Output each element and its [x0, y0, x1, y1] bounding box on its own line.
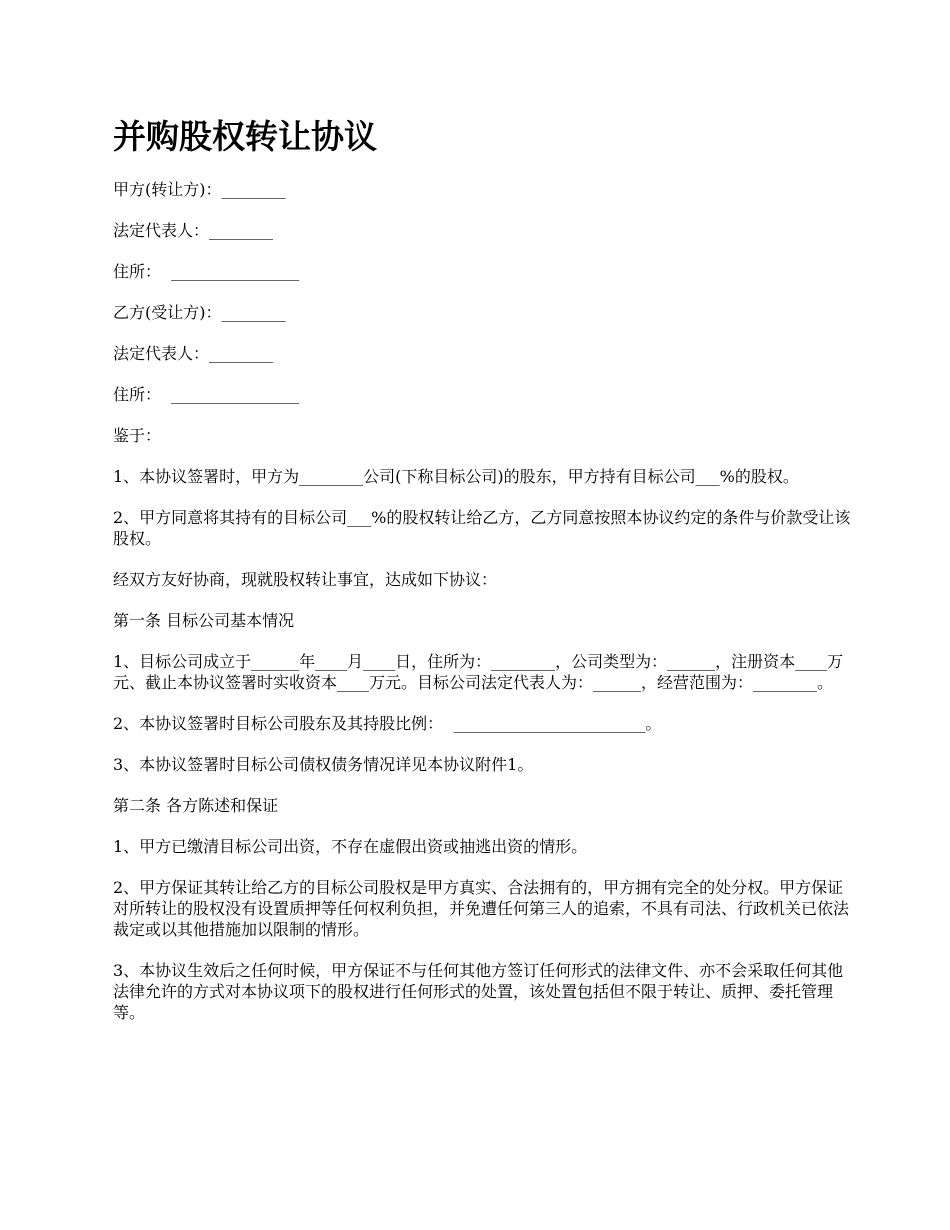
party-a-line: 甲方(转让方)：________ [113, 180, 286, 199]
article-1-clause-3: 3、本协议签署时目标公司债权债务情况详见本协议附件1。 [113, 755, 534, 774]
whereas-item-2: 2、甲方同意将其持有的目标公司___%的股权转让给乙方，乙方同意按照本协议约定的条件与价款受让该股权。 [113, 508, 851, 548]
article-2-clause-2: 2、甲方保证其转让给乙方的目标公司股权是甲方真实、合法拥有的，甲方拥有完全的处分权。甲方保证对所转让的股权没有设置质押等任何权利负担，并免遭任何第三人的追索，不具有司法、行政机关已依法裁定或以其他措施加以限制的情形。 [113, 878, 850, 939]
article-2-heading: 第二条 各方陈述和保证 [113, 796, 279, 815]
party-b-representative-line: 法定代表人：________ [113, 344, 274, 363]
article-2-clause-3: 3、本协议生效后之任何时候，甲方保证不与任何其他方签订任何形式的法律文件、亦不会采取任何其他法律允许的方式对本协议项下的股权进行任何形式的处置，该处置包括但不限于转让、质押、委托管理等。 [113, 961, 844, 1022]
article-1-clause-2: 2、本协议签署时目标公司股东及其持股比例： ________________________。 [113, 714, 662, 733]
article-2-clause-1: 1、甲方已缴清目标公司出资，不存在虚假出资或抽逃出资的情形。 [113, 837, 588, 856]
whereas-heading: 鉴于： [113, 426, 162, 445]
party-b-address-line: 住所： ________________ [113, 385, 300, 404]
party-a-address-line: 住所： ________________ [113, 262, 300, 281]
document-page [113, 112, 853, 1043]
article-1-clause-1: 1、目标公司成立于______年____月____日，住所为：________，公司类型为：______，注册资本____万元、截止本协议签署时实收资本____万元。目标公司法定代表人为：______，经营范围为：________。 [113, 652, 844, 692]
party-b-line: 乙方(受让方)：________ [113, 303, 286, 322]
document-title: 并购股权转让协议 [113, 117, 377, 156]
whereas-item-1: 1、本协议签署时，甲方为________公司(下称目标公司)的股东，甲方持有目标公司___%的股权。 [113, 467, 799, 486]
article-1-heading: 第一条 目标公司基本情况 [113, 611, 295, 630]
agreement-intro: 经双方友好协商，现就股权转让事宜，达成如下协议： [113, 570, 498, 589]
party-a-representative-line: 法定代表人：________ [113, 221, 274, 240]
